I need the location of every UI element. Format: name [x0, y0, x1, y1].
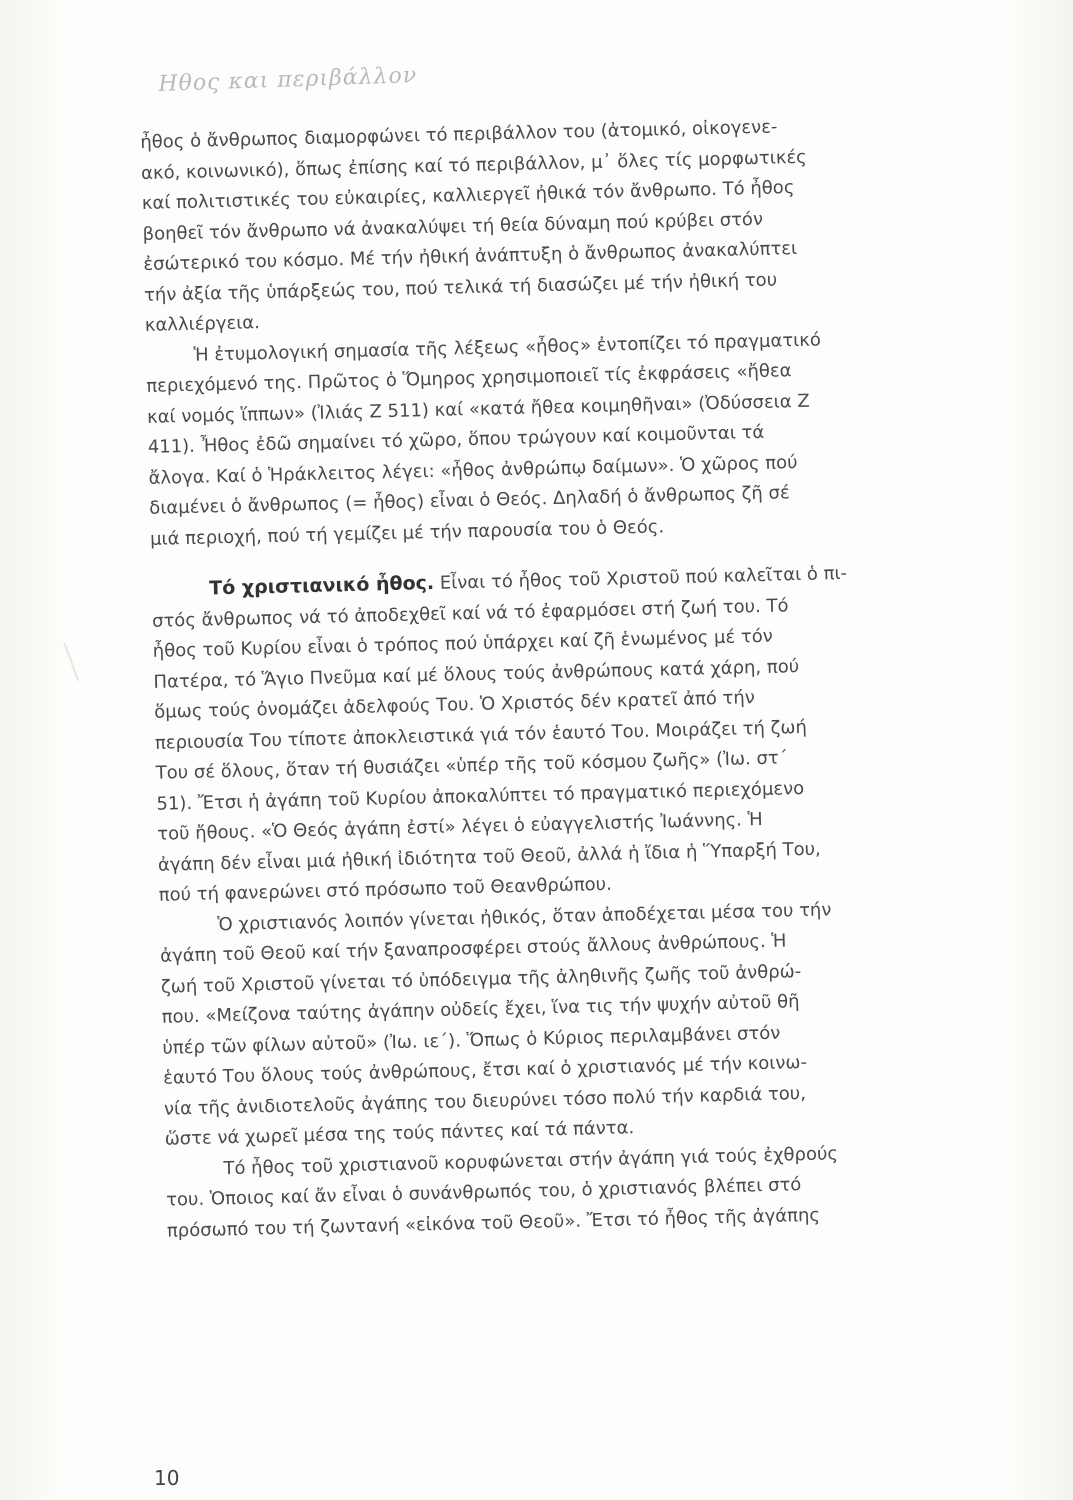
text-line: μιά περιοχή, πού τή γεμίζει μέ τήν παρουσία του ὁ Θεός. — [149, 515, 665, 550]
text-line: τοῦ ἤθους. «Ὁ Θεός ἀγάπη ἐστί» λέγει ὁ εὐαγγελιστής Ἰωάννης. Ἡ — [157, 808, 763, 845]
text-line: Του σέ ὅλους, ὅταν τή θυσιάζει «ὑπέρ τῆς τοῦ κόσμου ζωῆς» (Ἰω. στ´ — [155, 747, 789, 784]
text-line: Τό ἦθος τοῦ χριστιανοῦ κορυφώνεται στήν ἀγάπη γιά τούς ἐχθρούς — [223, 1142, 839, 1179]
paragraph-1 — [140, 107, 993, 341]
text-line: που. «Μείζονα ταύτης ἀγάπην οὐδείς ἔχει, ἵνα τις τήν ψυχήν αὐτοῦ θῆ — [161, 991, 800, 1028]
text-line: ἀγάπη τοῦ Θεοῦ καί τήν ξαναπροσφέρει στούς ἄλλους ἀνθρώπους. Ἡ — [159, 930, 787, 967]
text-line: Ἡ ἐτυμολογική σημασία τῆς λέξεως «ἦθος» ἐντοπίζει τό πραγματικό — [193, 328, 822, 366]
text-line: ζωή τοῦ Χριστοῦ γίνεται τό ὑπόδειγμα τῆς ἀληθινῆς ζωῆς τοῦ ἀνθρώ- — [160, 960, 802, 998]
text-line: ὅμως τούς ὀνομάζει ἀδελφούς Του. Ὁ Χριστός δέν κρατεῖ ἀπό τήν — [154, 687, 756, 723]
text-line: νία τῆς ἀνιδιοτελοῦς ἀγάπης του διευρύνει τόσο πολύ τήν καρδιά του, — [163, 1082, 807, 1120]
text-line: ἑαυτό Του ὅλους τούς ἀνθρώπους, ἔτσι καί ὁ χριστιανός μέ τήν κοινω- — [162, 1051, 808, 1089]
text-line: καί πολιτιστικές του εὐκαιρίες, καλλιεργεῖ ἠθικά τόν ἄνθρωπο. Τό ἦθος — [141, 177, 795, 214]
paragraph-3 — [151, 554, 1007, 911]
text-line: 411). Ἦθος ἐδῶ σημαίνει τό χῶρο, ὅπου τρώγουν καί κοιμοῦνται τά — [147, 421, 765, 458]
text-line: στός ἄνθρωπος νά τό ἀποδεχθεῖ καί νά τό ἐφαρμόσει στή ζωή του. Τό — [151, 594, 789, 632]
text-line: πού τή φανερώνει στό πρόσωπο τοῦ Θεανθρώπου. — [158, 873, 613, 906]
page-number: 10 — [154, 1466, 180, 1490]
text-run: Εἶναι τό ἦθος τοῦ Χριστοῦ πού καλεῖται ὁ πι- — [433, 562, 848, 594]
margin-pencil-mark — [64, 639, 91, 681]
text-line: ἐσώτερικό του κόσμο. Μέ τήν ἠθική ἀνάπτυξη ὁ ἄνθρωπος ἀνακαλύπτει — [143, 237, 798, 275]
text-line: περιεχόμενό της. Πρῶτος ὁ Ὅμηρος χρησιμοποιεῖ τίς ἐκφράσεις «ἤθεα — [146, 360, 792, 397]
paragraph-2 — [145, 321, 998, 555]
text-line: ἄλογα. Καί ὁ Ἡράκλειτος λέγει: «ἦθος ἀνθρώπῳ δαίμων». Ὁ χῶρος πού — [148, 451, 798, 489]
text-line: ακό, κοινωνικό), ὅπως ἐπίσης καί τό περιβάλλον, μ᾽ ὅλες τίς μορφωτικές — [140, 146, 807, 184]
text-line: ἀγάπη δέν εἶναι μιά ἠθική ἰδιότητα τοῦ Θεοῦ, ἀλλά ἡ ἴδια ἡ Ὕπαρξή Του, — [157, 838, 821, 876]
text-line: 51). Ἔτσι ἡ ἀγάπη τοῦ Κυρίου ἀποκαλύπτει τό πραγματικό περιεχόμενο — [156, 777, 805, 815]
text-line: περιουσία Του τίποτε ἀποκλειστικά γιά τόν ἑαυτό Του. Μοιράζει τή ζωή — [154, 716, 808, 754]
text-line: διαμένει ὁ ἄνθρωπος (= ἦθος) εἶναι ὁ Θεός. Δηλαδή ὁ ἄνθρωπος ζῆ σέ — [149, 482, 790, 519]
handwritten-note: Ηθος και περιβάλλον — [158, 62, 418, 97]
text-line: ὥστε νά χωρεῖ μέσα της τούς πάντες καί τά πάντα. — [164, 1117, 635, 1150]
text-line: καλλιέργεια. — [144, 312, 261, 336]
section-heading: Τό χριστιανικό ἦθος. — [209, 571, 435, 600]
text-line: ἦθος τοῦ Κυρίου εἶναι ὁ τρόπος πού ὑπάρχει καί ζῆ ἑνωμένος μέ τόν — [152, 625, 774, 662]
text-line: Πατέρα, τό Ἅγιο Πνεῦμα καί μέ ὅλους τούς ἀνθρώπους κατά χάρη, πού — [153, 655, 800, 693]
paragraph-4 — [159, 891, 1013, 1156]
text-line: πρόσωπό του τή ζωντανή «εἰκόνα τοῦ Θεοῦ». Ἔτσι τό ἦθος τῆς ἀγάπης — [166, 1204, 821, 1242]
text-line: του. Ὁποιος καί ἄν εἶναι ὁ συνάνθρωπός του, ὁ χριστιανός βλέπει στό — [165, 1174, 802, 1211]
text-line: ἦθος ὁ ἄνθρωπος διαμορφώνει τό περιβάλλον του (ἀτομικό, οἰκογενε- — [140, 116, 778, 153]
text-line: τήν ἀξία τῆς ὑπάρξεώς του, πού τελικά τή διασώζει μέ τήν ἠθική του — [143, 268, 778, 306]
text-line: Ὁ χριστιανός λοιπόν γίνεται ἠθικός, ὅταν ἀποδέχεται μέσα του τήν — [217, 898, 832, 935]
text-line: καί νομός ἵππων» (Ἰλιάς Ζ 511) καί «κατά ἤθεα κοιμηθῆναι» (Ὀδύσσεια Ζ — [146, 390, 810, 428]
text-line: βοηθεῖ τόν ἄνθρωπο νά ἀνακαλύψει τή θεία δύναμη πού κρύβει στόν — [142, 208, 764, 245]
body-text — [140, 107, 1015, 1246]
text-line: ὑπέρ τῶν φίλων αὐτοῦ» (Ἰω. ιε´). Ὅπως ὁ Κύριος περιλαμβάνει στόν — [162, 1022, 781, 1059]
